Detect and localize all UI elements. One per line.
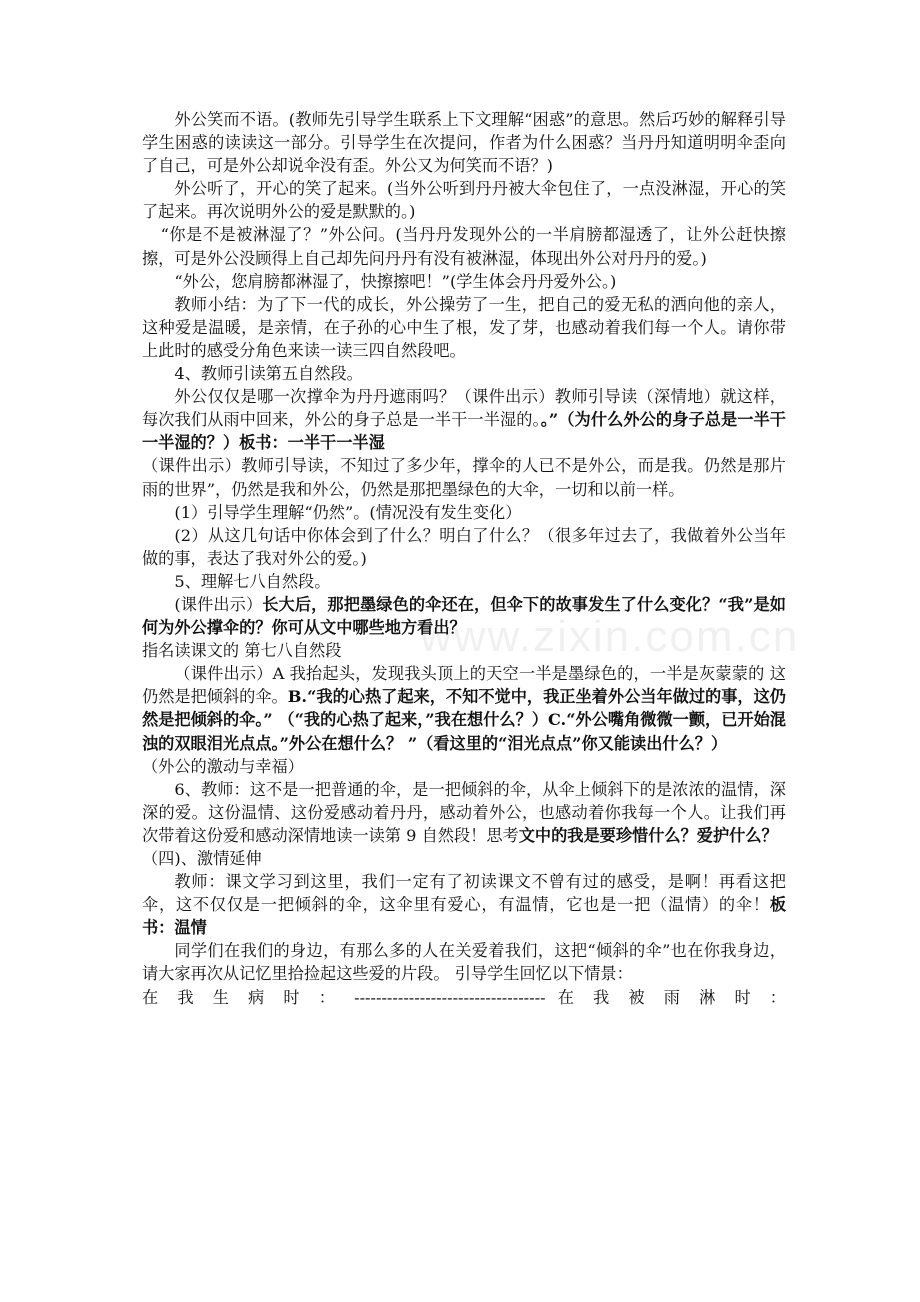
paragraph-text: (课件出示）: [174, 594, 263, 614]
paragraph: （课件出示）教师引导读，不知过了多少年，撑伞的人已不是外公，而是我。仍然是那片雨的世界”，仍然是我和外公，仍然是那把墨绿色的大伞，一切和以前一样。: [142, 456, 786, 499]
paragraph: 教师小结：为了下一代的成长，外公操劳了一生，把自己的爱无私的洒向他的亲人，这种爱是温暖，是亲情，在子孙的心中生了根，发了芽，也感动着我们每一个人。请你带上此时的感受分角色来读一读三四自然段吧。: [142, 294, 786, 360]
paragraph: [142, 778, 786, 847]
watermark: www.zixin.com.cn: [420, 612, 800, 661]
section-heading: （四)、激情延伸: [142, 849, 262, 868]
paragraph: [142, 593, 786, 639]
paragraph: 指名读课文的 第七八自然段: [142, 641, 342, 661]
paragraph: 5、理解七八自然段。: [174, 571, 331, 591]
paragraph: [142, 385, 786, 454]
paragraph-text: （课件出示）A 我抬起头，发现我头顶上的天空一半是墨绿色的，一半是灰蒙蒙的 这仍然是把倾斜的伞。: [142, 664, 786, 707]
paragraph: 外公听了，开心的笑了起来。(当外公听到丹丹被大伞包住了，一点没淋湿，开心的笑了起来。再次说明外公的爱是默默的。): [142, 179, 786, 222]
paragraph: （外公的激动与幸福）: [142, 756, 304, 776]
paragraph: (2）从这几句话中你体会到了什么？明白了什么？（很多年过去了，我做着外公当年做的事，表达了我对外公的爱。): [142, 525, 786, 568]
paragraph: 同学们在我们的身边，有那么多的人在关爱着我们，这把“倾斜的伞”也在你我身边，请大家再次从记忆里拾捡起这些爱的片段。 引导学生回忆以下情景：: [142, 941, 786, 984]
paragraph: 在 我 生 病 时 ： ----------------------------------- 在 我 被 雨 淋 时 ：: [142, 987, 786, 1007]
paragraph: (1）引导学生理解“仍然”。(情况没有发生变化）: [174, 502, 522, 522]
paragraph: 外公笑而不语。(教师先引导学生联系上下文理解“困惑”的意思。然后巧妙的解释引导学生困惑的读读这一部分。引导学生在次提问，作者为什么困惑？当丹丹知道明明伞歪向了自己，可是外公却说伞没有歪。外公又为何笑而不语？): [142, 110, 786, 176]
paragraph: “外公，您肩膀都淋湿了，快擦擦吧！”(学生体会丹丹爱外公。): [174, 271, 617, 291]
paragraph-text: 外公仅仅是哪一次撑伞为丹丹遮雨吗？（课件出示）教师引导读（深情地）就这样，每次我们从雨中回来，外公的身子总是一半干一半湿的。: [142, 387, 786, 430]
paragraph-text: 6、教师：这不是一把普通的伞，是一把倾斜的伞，从伞上倾斜下的是浓浓的温情，深深的爱。这份温情、这份爱感动着丹丹，感动着外公，也感动着你我每一个人。让我们再次带着这份爱和感动深情地读一读第 9 自然段！思考: [142, 779, 786, 845]
document-body: [142, 108, 786, 1009]
bold-text: 长大后，那把墨绿色的伞还在，但伞下的故事发生了什么变化？“我”是如何为外公撑伞的？你可从文中哪些地方看出？: [142, 594, 786, 638]
paragraph-text: 教师：课文学习到这里，我们一定有了初读课文不曾有过的感受，是啊！再看这把伞，这不仅仅是一把倾斜的伞，这伞里有爱心，有温情，它也是一把（温情）的伞！: [142, 872, 786, 915]
bold-text: 。”（为什么外公的身子总是一半干一半湿的？）板书：一半干一半湿: [142, 410, 786, 453]
bold-text: B.“我的心热了起来，不知不觉中，我正坐着外公当年做过的事，这仍然是把倾斜的伞。” （“我的心热了起来，”我在想什么？）C.“外公嘴角微微一颤，已开始混浊的双眼泪光点点。”外公在想什么？ ”（看这里的“泪光点点”你又能读出什么？）: [142, 687, 786, 753]
paragraph: [142, 662, 786, 754]
paragraph: 4、教师引读第五自然段。: [174, 364, 363, 384]
bold-text: 文中的我是要珍惜什么？爱护什么？: [518, 825, 778, 845]
paragraph: “你是不是被淋湿了？”外公问。(当丹丹发现外公的一半肩膀都湿透了，让外公赶快擦擦，可是外公没顾得上自己却先问丹丹有没有被淋湿，体现出外公对丹丹的爱。): [142, 225, 786, 268]
bold-text: 板书：温情: [142, 895, 786, 938]
paragraph: [142, 870, 786, 939]
